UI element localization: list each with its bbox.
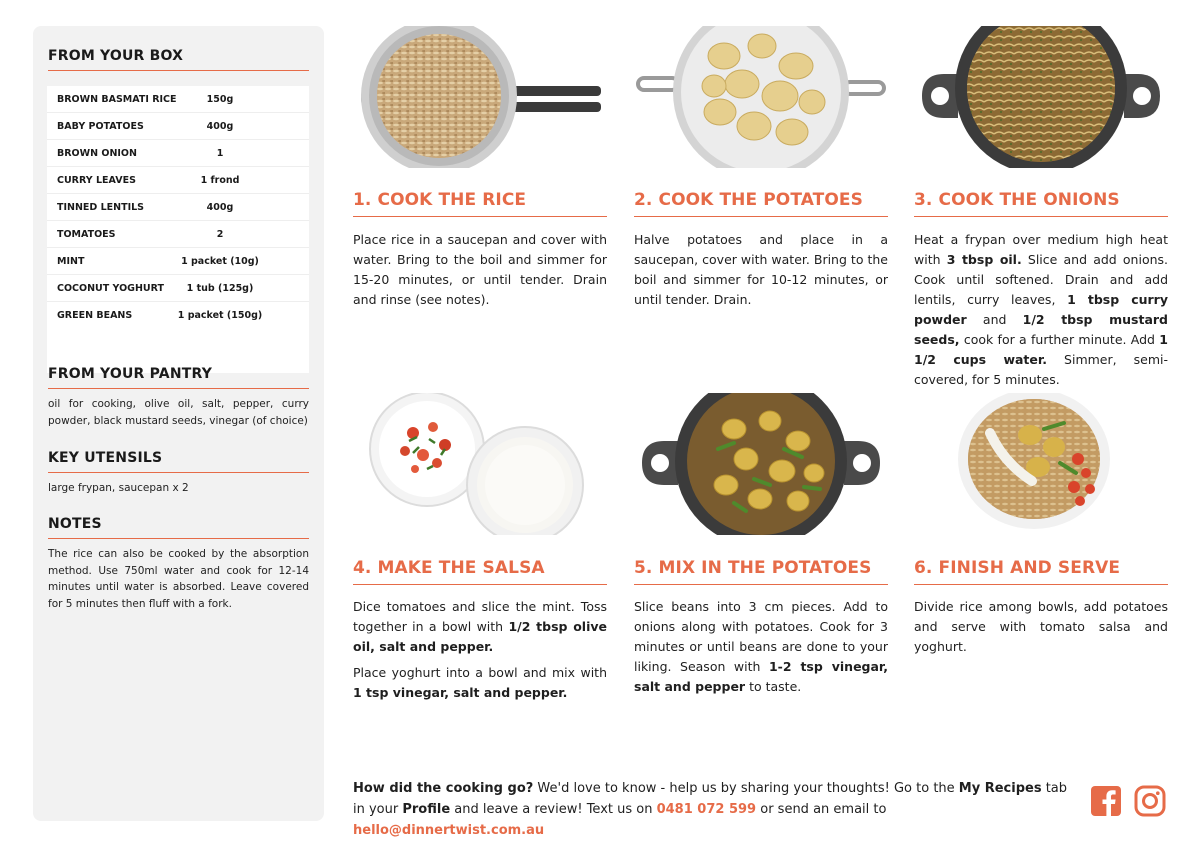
step-text: cook for a further minute. Add [959, 332, 1160, 347]
ingredient-row [47, 86, 309, 113]
utensils-text: large frypan, saucepan x 2 [48, 482, 189, 494]
step-text: Place yoghurt into a bowl and mix with [353, 665, 607, 680]
ingredient-row [47, 167, 309, 194]
finished-dish-photo [914, 393, 1168, 535]
footer-text-segment: We'd love to know - help us by sharing your thoughts! Go to the [533, 781, 959, 796]
key-utensils-heading: KEY UTENSILS [48, 450, 309, 473]
ingredient-qty: 1 frond [200, 174, 240, 186]
step-text: and [966, 312, 1023, 327]
step-bold-text: 1 tbsp curry powder [914, 292, 1168, 327]
ingredient-qty: 1 packet (10g) [181, 255, 259, 267]
step-text: Heat a frypan over medium high heat with [914, 232, 1168, 267]
facebook-icon[interactable] [1090, 785, 1122, 817]
ingredients-table [47, 86, 309, 373]
ingredient-qty: 2 [216, 228, 224, 240]
rice-photo [353, 26, 607, 168]
ingredient-qty: 1 [216, 147, 224, 159]
step-text: Slice and add onions. Cook until softened. Drain and add lentils, curry leaves, [914, 252, 1168, 307]
step-text: Slice beans into 3 cm pieces. Add to onions along with potatoes. Cook for 3 minutes or until beans are done to your liking. Season with [634, 599, 888, 674]
step-bold-text: 1/2 tbsp mustard seeds, [914, 312, 1168, 347]
step-paragraph [634, 597, 888, 697]
ingredient-name: TOMATOES [57, 228, 116, 240]
step-text: Place rice in a saucepan and cover with water. Bring to the boil and simmer for 15-20 minutes, or until tender. Drain and rinse (see notes). [353, 232, 607, 307]
ingredients-sidebar [33, 26, 324, 821]
notes-heading: NOTES [48, 516, 309, 539]
step-text: Halve potatoes and place in a saucepan, cover with water. Bring to the boil and simmer for 10-12 minutes, or until tender. Drain. [634, 232, 888, 307]
step-paragraph [914, 597, 1168, 657]
ingredient-name: COCONUT YOGHURT [57, 282, 164, 294]
ingredient-name: BABY POTATOES [57, 120, 144, 132]
footer-text-segment: Profile [402, 802, 451, 817]
ingredient-name: TINNED LENTILS [57, 201, 145, 213]
step-text: to taste. [745, 679, 802, 694]
step-3-body [914, 230, 1168, 396]
step-paragraph [353, 230, 607, 310]
ingredient-qty: 400g [206, 201, 234, 213]
from-your-pantry-heading: FROM YOUR PANTRY [48, 366, 309, 389]
ingredient-row [47, 248, 309, 275]
footer-contact-link[interactable]: hello@dinnertwist.com.au [353, 823, 545, 838]
step-bold-text: 1 1/2 cups water. [914, 332, 1168, 367]
step-5-body [634, 597, 888, 703]
ingredient-name: CURRY LEAVES [57, 174, 136, 186]
pantry-text: oil for cooking, olive oil, salt, pepper, curry powder, black mustard seeds, vinegar (of choice) [48, 398, 309, 427]
ingredient-row [47, 221, 309, 248]
step-paragraph [353, 597, 607, 657]
step-paragraph [353, 663, 607, 703]
step-1-title: 1. COOK THE RICE [353, 190, 607, 217]
ingredient-qty: 150g [206, 93, 234, 105]
step-bold-text: 1 tsp vinegar, salt and pepper. [353, 685, 568, 700]
ingredient-row [47, 302, 309, 328]
step-bold-text: 1-2 tsp vinegar, salt and pepper [634, 659, 888, 694]
footer-contact-link[interactable]: 0481 072 599 [656, 802, 757, 817]
step-4-body [353, 597, 607, 709]
salsa-photo [353, 393, 607, 535]
step-text: Simmer, semi-covered, for 5 minutes. [914, 352, 1168, 387]
onions-photo [914, 26, 1168, 168]
step-6-title: 6. FINISH AND SERVE [914, 558, 1168, 585]
step-bold-text: 1/2 tbsp olive oil, salt and pepper. [353, 619, 607, 654]
step-1-body [353, 230, 607, 316]
footer-text-segment: or send an email to [756, 802, 887, 817]
ingredient-qty: 400g [206, 120, 234, 132]
potatoes-photo [634, 26, 888, 168]
step-text: Divide rice among bowls, add potatoes and serve with tomato salsa and yoghurt. [914, 599, 1168, 654]
from-your-box-heading: FROM YOUR BOX [48, 48, 309, 71]
ingredient-row [47, 113, 309, 140]
mixed-potatoes-photo [634, 393, 888, 535]
step-2-body [634, 230, 888, 316]
footer-text-segment: How did the cooking go? [353, 781, 534, 796]
ingredient-name: BROWN BASMATI RICE [57, 93, 177, 105]
ingredient-row [47, 140, 309, 167]
footer-text-segment: My Recipes [958, 781, 1042, 796]
footer-text-segment: tab in your [353, 781, 1068, 817]
step-5-title: 5. MIX IN THE POTATOES [634, 558, 888, 585]
step-2-title: 2. COOK THE POTATOES [634, 190, 888, 217]
ingredient-row [47, 194, 309, 221]
step-3-title: 3. COOK THE ONIONS [914, 190, 1168, 217]
step-6-body [914, 597, 1168, 663]
instagram-icon[interactable] [1134, 785, 1166, 817]
footer-feedback-text [353, 778, 1073, 841]
notes-text: The rice can also be cooked by the absorption method. Use 750ml water and cook for 12-14 minutes until water is absorbed. Leave covered for 5 minutes then fluff with a fork. [48, 548, 309, 610]
ingredient-name: MINT [57, 255, 85, 267]
step-paragraph [914, 230, 1168, 390]
step-text: Dice tomatoes and slice the mint. Toss together in a bowl with [353, 599, 607, 634]
footer-text-segment: and leave a review! Text us on [450, 802, 657, 817]
ingredient-name: BROWN ONION [57, 147, 137, 159]
ingredient-qty: 1 tub (125g) [186, 282, 254, 294]
step-4-title: 4. MAKE THE SALSA [353, 558, 607, 585]
ingredient-qty: 1 packet (150g) [177, 309, 263, 321]
step-bold-text: 3 tbsp oil. [946, 252, 1022, 267]
ingredient-name: GREEN BEANS [57, 309, 133, 321]
step-paragraph [634, 230, 888, 310]
ingredient-row [47, 275, 309, 302]
